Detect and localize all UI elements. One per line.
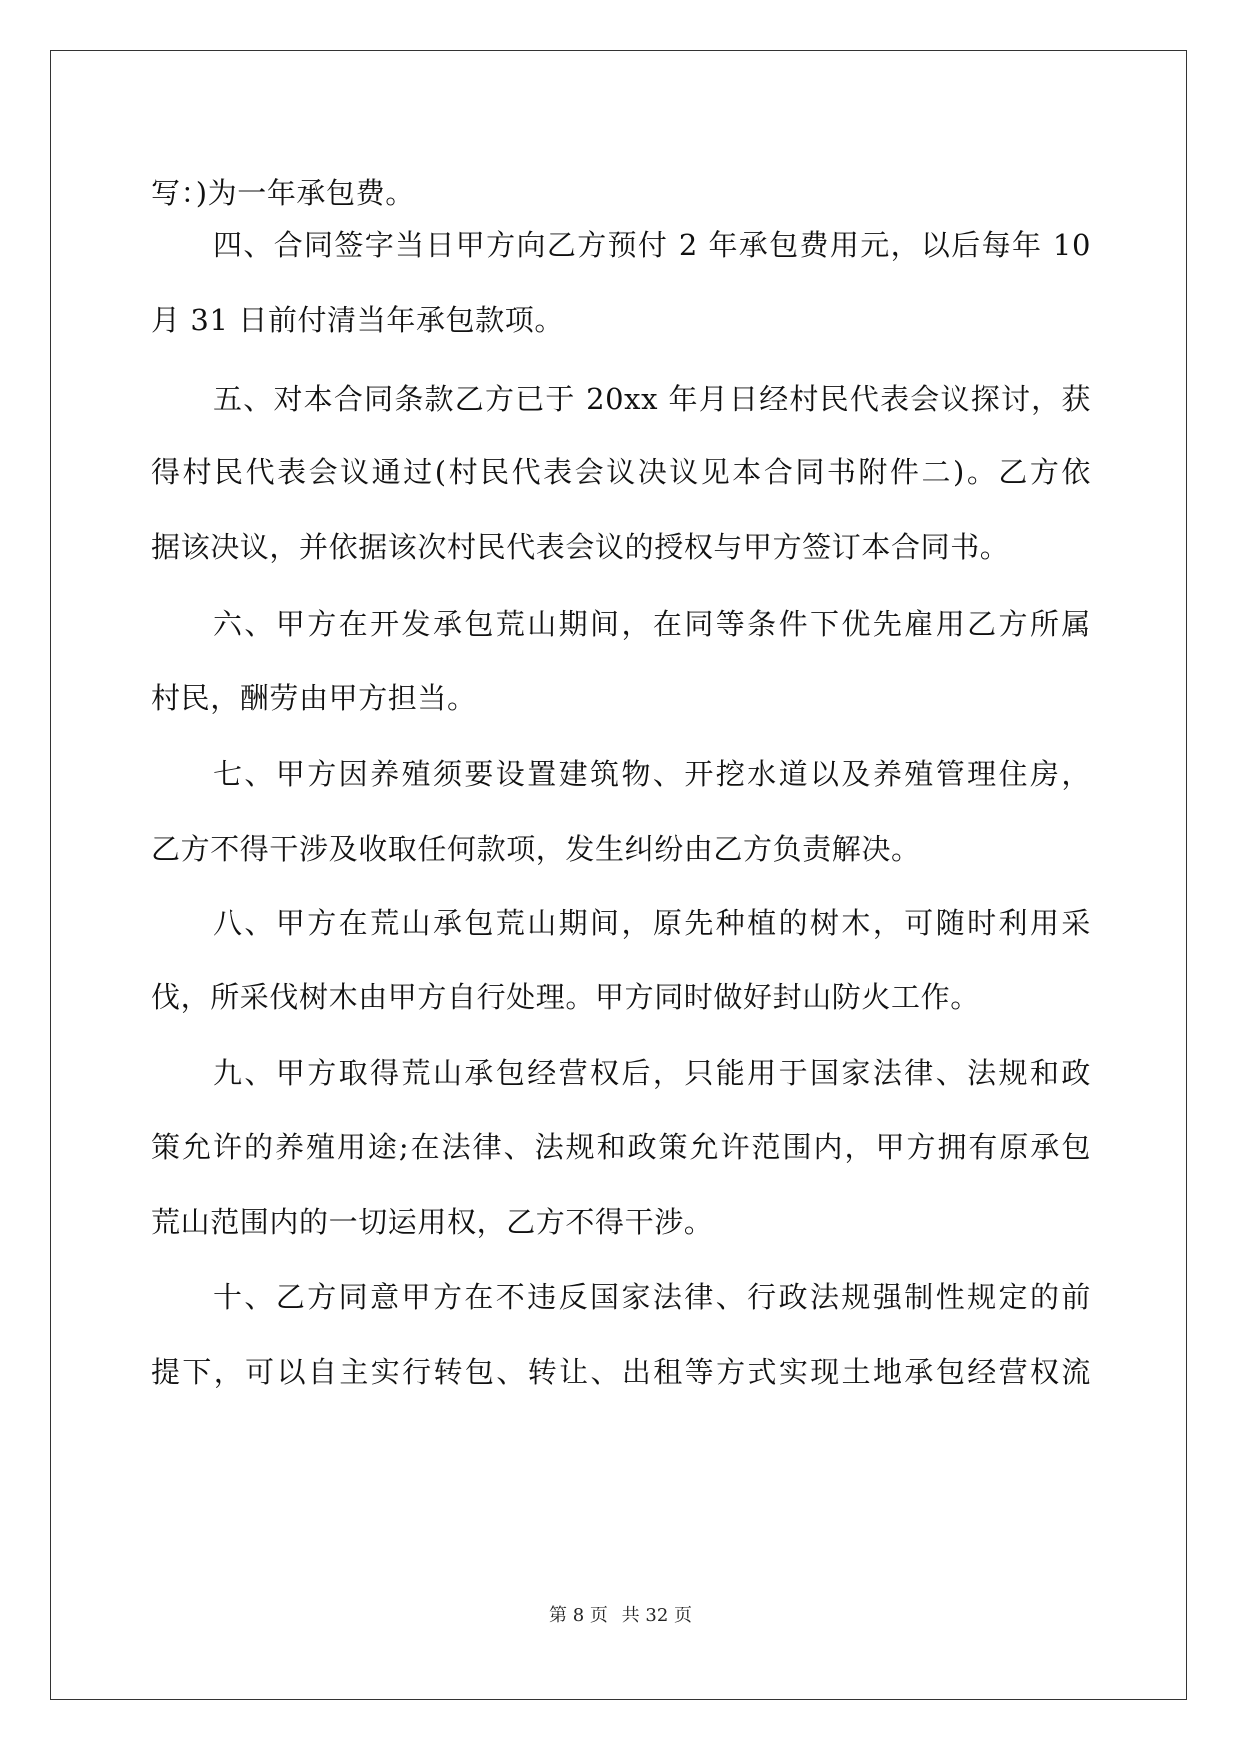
text-line: 伐，所采伐树木由甲方自行处理。甲方同时做好封山防火工作。 bbox=[151, 980, 980, 1014]
text-line: 写：)为一年承包费。 bbox=[151, 176, 415, 210]
page-number: 第 8 页 bbox=[549, 1605, 608, 1626]
page-total: 共 32 页 bbox=[621, 1605, 692, 1626]
text-line: 八、甲方在荒山承包荒山期间，原先种植的树木，可随时利用采 bbox=[213, 906, 1091, 940]
text-line: 十、乙方同意甲方在不违反国家法律、行政法规强制性规定的前 bbox=[213, 1280, 1091, 1314]
text-line: 四、合同签字当日甲方向乙方预付 2 年承包费用元，以后每年 10 bbox=[213, 228, 1091, 262]
text-line: 得村民代表会议通过(村民代表会议决议见本合同书附件二)。乙方依 bbox=[151, 455, 1091, 489]
text-line: 乙方不得干涉及收取任何款项，发生纠纷由乙方负责解决。 bbox=[151, 832, 921, 866]
text-line: 策允许的养殖用途;在法律、法规和政策允许范围内，甲方拥有原承包 bbox=[151, 1130, 1091, 1164]
text-line: 九、甲方取得荒山承包经营权后，只能用于国家法律、法规和政 bbox=[213, 1056, 1091, 1090]
text-line: 六、甲方在开发承包荒山期间，在同等条件下优先雇用乙方所属 bbox=[213, 607, 1091, 641]
text-line: 五、对本合同条款乙方已于 20xx 年月日经村民代表会议探讨，获 bbox=[213, 382, 1091, 416]
page-border bbox=[50, 50, 1187, 1700]
text-line: 提下，可以自主实行转包、转让、出租等方式实现土地承包经营权流 bbox=[151, 1355, 1091, 1389]
text-line: 月 31 日前付清当年承包款项。 bbox=[151, 303, 564, 337]
page-footer bbox=[0, 1604, 1241, 1628]
text-line: 荒山范围内的一切运用权，乙方不得干涉。 bbox=[151, 1205, 714, 1239]
text-line: 村民，酬劳由甲方担当。 bbox=[151, 681, 477, 715]
text-line: 据该决议，并依据该次村民代表会议的授权与甲方签订本合同书。 bbox=[151, 530, 1010, 564]
text-line: 七、甲方因养殖须要设置建筑物、开挖水道以及养殖管理住房， bbox=[213, 757, 1091, 791]
